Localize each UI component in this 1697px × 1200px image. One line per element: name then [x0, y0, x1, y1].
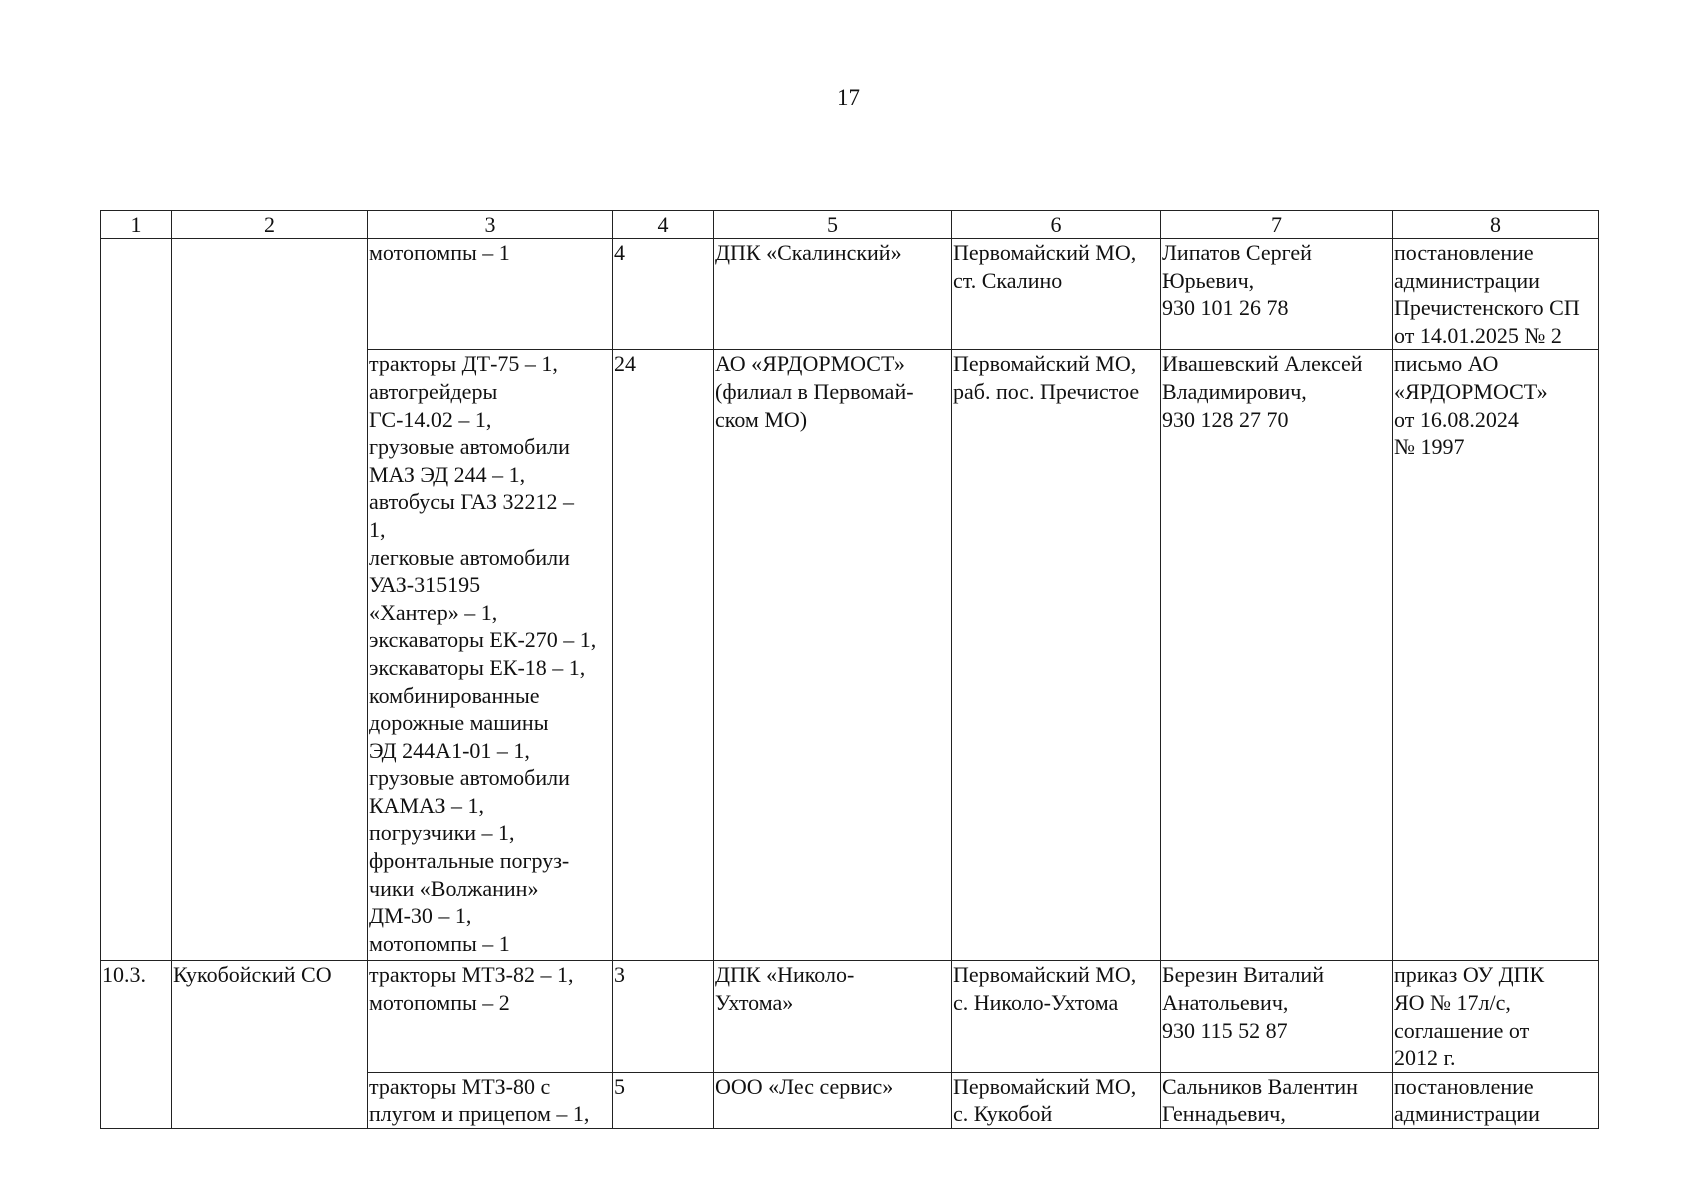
organization-line: ДПК «Николо- — [715, 962, 855, 988]
equipment-line: тракторы ДТ-75 – 1, — [369, 351, 558, 377]
equipment-line: мотопомпы – 1 — [369, 240, 510, 265]
equipment-line: погрузчики – 1, — [369, 820, 515, 846]
settlement-name-cell — [172, 239, 368, 961]
contact-line: 930 128 27 70 — [1162, 406, 1289, 432]
basis-line: Пречистенского СП — [1394, 295, 1580, 321]
equipment-line: КАМАЗ – 1, — [369, 792, 484, 818]
basis-cell — [1393, 961, 1599, 1072]
equipment-line: фронтальные погруз- — [369, 848, 570, 874]
table-row — [101, 239, 1599, 350]
organization-cell — [714, 961, 952, 1072]
equipment-line: плугом и прицепом – 1, — [369, 1101, 590, 1127]
header-cell: 1 — [101, 211, 172, 239]
count-cell: 5 — [613, 1072, 714, 1128]
organization-line: ДПК «Скалинский» — [715, 240, 902, 265]
equipment-cell — [368, 1072, 613, 1128]
organization-line: ском МО) — [715, 406, 808, 432]
basis-line: ЯО № 17л/с, — [1394, 989, 1511, 1015]
basis-line: администрации — [1394, 1101, 1540, 1127]
contact-line: Владимирович, — [1162, 378, 1307, 404]
row-number-cell: 10.3. — [101, 961, 172, 1129]
header-cell: 2 — [172, 211, 368, 239]
count-cell: 24 — [613, 350, 714, 961]
equipment-line: грузовые автомобили — [369, 765, 570, 791]
equipment-line: мотопомпы – 1 — [369, 930, 510, 956]
equipment-cell — [368, 239, 613, 350]
basis-line: от 16.08.2024 — [1394, 406, 1519, 432]
location-line: с. Кукобой — [953, 1101, 1053, 1127]
contact-line: Сальников Валентин — [1162, 1073, 1358, 1099]
equipment-line: тракторы МТЗ-80 с — [369, 1073, 551, 1099]
contact-cell — [1161, 239, 1393, 350]
equipment-line: «Хантер» – 1, — [369, 599, 498, 625]
equipment-line: дорожные машины — [369, 710, 549, 736]
header-cell: 6 — [952, 211, 1161, 239]
location-line: Первомайский МО, — [953, 240, 1137, 265]
equipment-line: тракторы МТЗ-82 – 1, — [369, 962, 574, 988]
organization-line: (филиал в Первомай- — [715, 378, 914, 404]
organization-line: ООО «Лес сервис» — [715, 1073, 894, 1099]
table-row — [101, 961, 1599, 1072]
equipment-line: автобусы ГАЗ 32212 – — [369, 489, 575, 515]
organization-line: АО «ЯРДОРМОСТ» — [715, 351, 905, 377]
basis-line: постановление — [1394, 1073, 1534, 1099]
organization-cell — [714, 1072, 952, 1128]
contact-line: 930 101 26 78 — [1162, 295, 1289, 321]
location-line: ст. Скалино — [953, 267, 1063, 293]
equipment-line: грузовые автомобили — [369, 434, 570, 460]
organization-cell — [714, 350, 952, 961]
basis-cell — [1393, 1072, 1599, 1128]
contact-cell — [1161, 1072, 1393, 1128]
basis-line: № 1997 — [1394, 434, 1465, 460]
contact-line: Юрьевич, — [1162, 267, 1255, 293]
basis-line: постановление — [1394, 240, 1534, 265]
basis-cell — [1393, 239, 1599, 350]
equipment-line: мотопомпы – 2 — [369, 989, 510, 1015]
basis-line: администрации — [1394, 267, 1540, 293]
header-cell: 7 — [1161, 211, 1393, 239]
equipment-line: чики «Волжанин» — [369, 875, 539, 901]
equipment-table — [100, 210, 1599, 1129]
organization-cell — [714, 239, 952, 350]
contact-line: Ивашевский Алексей — [1162, 351, 1363, 377]
equipment-line: МАЗ ЭД 244 – 1, — [369, 461, 526, 487]
contact-line: Анатольевич, — [1162, 989, 1289, 1015]
equipment-line: 1, — [369, 516, 386, 542]
contact-line: Липатов Сергей — [1162, 240, 1312, 265]
header-cell: 4 — [613, 211, 714, 239]
location-line: Первомайский МО, — [953, 962, 1137, 988]
location-line: с. Николо-Ухтома — [953, 989, 1119, 1015]
equipment-cell — [368, 961, 613, 1072]
equipment-line: экскаваторы ЕК-270 – 1, — [369, 627, 597, 653]
header-cell: 5 — [714, 211, 952, 239]
contact-cell — [1161, 961, 1393, 1072]
settlement-name-cell: Кукобойский СО — [172, 961, 368, 1129]
page-number: 17 — [837, 85, 860, 110]
contact-cell — [1161, 350, 1393, 961]
basis-line: соглашение от — [1394, 1017, 1530, 1043]
location-line: Первомайский МО, — [953, 1073, 1137, 1099]
location-cell — [952, 961, 1161, 1072]
basis-line: приказ ОУ ДПК — [1394, 962, 1545, 988]
location-cell — [952, 350, 1161, 961]
count-cell: 4 — [613, 239, 714, 350]
contact-line: Геннадьевич, — [1162, 1101, 1286, 1127]
equipment-line: УАЗ-315195 — [369, 572, 481, 598]
basis-line: письмо АО — [1394, 351, 1499, 377]
row-number-cell — [101, 239, 172, 961]
location-line: раб. пос. Пречистое — [953, 378, 1140, 404]
location-cell — [952, 239, 1161, 350]
header-cell: 8 — [1393, 211, 1599, 239]
equipment-line: экскаваторы ЕК-18 – 1, — [369, 654, 586, 680]
equipment-line: ГС-14.02 – 1, — [369, 406, 492, 432]
basis-cell — [1393, 350, 1599, 961]
equipment-line: ДМ-30 – 1, — [369, 903, 472, 929]
location-line: Первомайский МО, — [953, 351, 1137, 377]
location-cell — [952, 1072, 1161, 1128]
contact-line: Березин Виталий — [1162, 962, 1324, 988]
header-cell: 3 — [368, 211, 613, 239]
equipment-cell — [368, 350, 613, 961]
organization-line: Ухтома» — [715, 989, 794, 1015]
header-row — [101, 211, 1599, 239]
count-cell: 3 — [613, 961, 714, 1072]
equipment-line: автогрейдеры — [369, 378, 498, 404]
basis-line: 2012 г. — [1394, 1045, 1456, 1071]
contact-line: 930 115 52 87 — [1162, 1017, 1288, 1043]
equipment-line: легковые автомобили — [369, 544, 570, 570]
basis-line: «ЯРДОРМОСТ» — [1394, 378, 1548, 404]
equipment-line: комбинированные — [369, 682, 540, 708]
equipment-line: ЭД 244А1-01 – 1, — [369, 737, 530, 763]
basis-line: от 14.01.2025 № 2 — [1394, 322, 1562, 348]
